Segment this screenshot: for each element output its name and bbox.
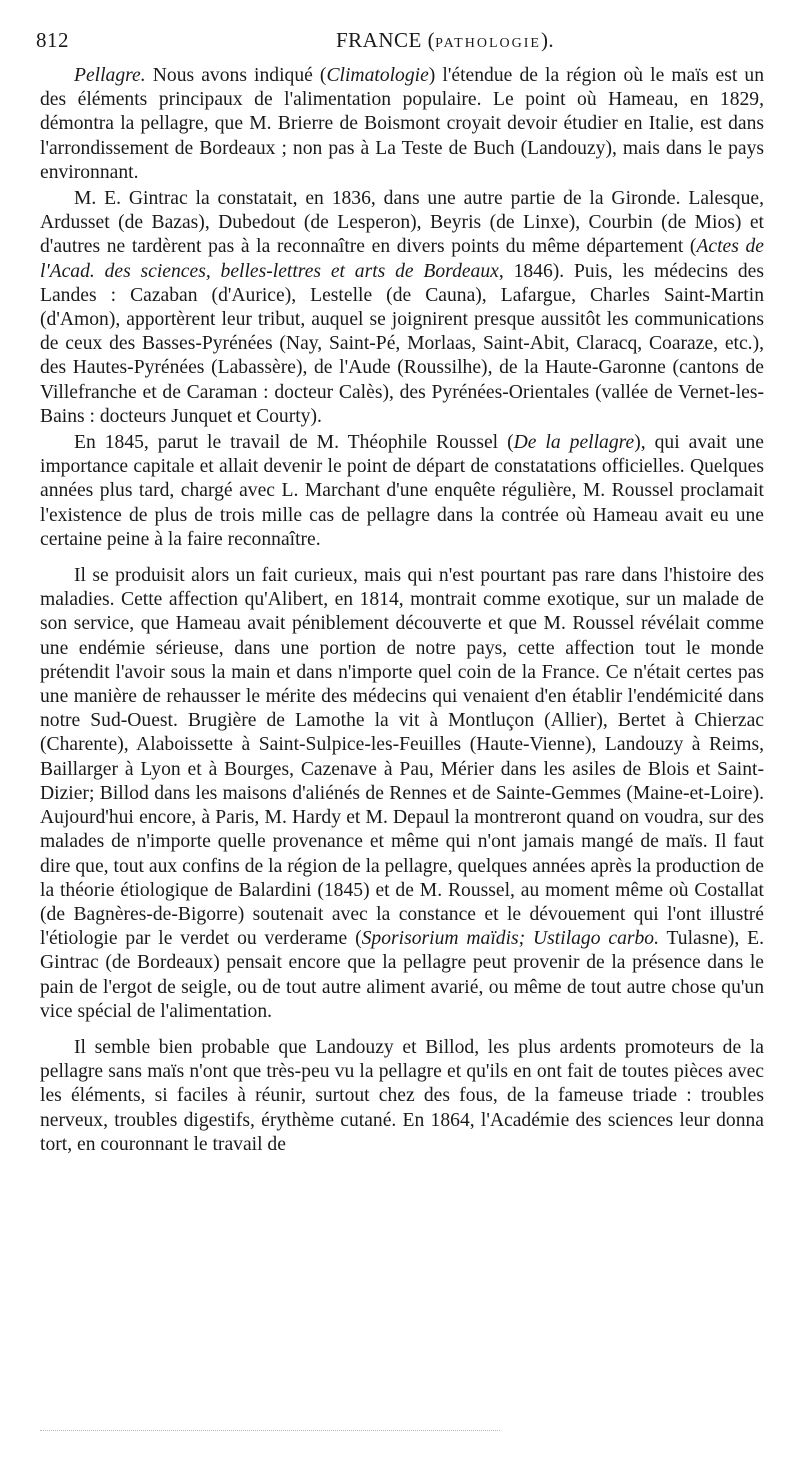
body-text [40, 64, 764, 1157]
running-title-main: FRANCE ( [336, 28, 436, 52]
paragraph-landouzy-billod [40, 1036, 764, 1157]
running-header [36, 28, 764, 58]
page-number: 812 [36, 28, 69, 52]
running-title-subtitle: PATHOLOGIE [435, 36, 541, 51]
running-title-close: ). [540, 28, 555, 52]
paragraph-text: Tulasne), E. Gintrac (de Bordeaux) pensait encore que la pellagre peut provenir de la présence dans le pain de l'ergot de seigle, ou de tout autre aliment avarié, ou même de tout autre chose qu'un vice spécial de l'alimentation. [40, 928, 765, 1022]
paragraph-text: , 1846). Puis, les médecins des Landes : Cazaban (d'Aurice), Lestelle (de Cauna), Lafargue, Charles Saint-Martin (d'Amon), apportèrent leur tribut, auquel se joignirent presque aussitôt les communications de ceux des Basses-Pyrénées (Nay, Saint-Pé, Morlaas, Saint-Abit, Claracq, Coaraze, etc.), des Hautes-Pyrénées (Labassère), de l'Aude (Roussilhe), de la Haute-Garonne (cantons de Villefranche et de Caraman : docteur Calès), des Pyrénées-Orientales (vallée de Vernet-les-Bains : docteurs Junquet et Courty). [40, 260, 764, 427]
paragraph-text: ), qui avait une importance capitale et allait devenir le point de départ de constatations officielles. Quelques années plus tard, chargé avec L. Marchant d'une enquête régulière, M. Roussel proclamait l'existence de plus de trois mille cas de pellagre dans la contrée où Hameau avait eu une certaine peine à la faire reconnaître. [40, 432, 764, 550]
paragraph-italic-reference: Actes de l'Acad. des sciences, belles-lettres et arts de Bordeaux [40, 236, 764, 282]
running-title [336, 28, 554, 53]
paragraph-text: M. E. Gintrac la constatait, en 1836, dans une autre partie de la Gironde. Lalesque, Ardusset (de Bazas), Dubedout (de Lesperon), Beyris (de Linxe), Courbin (de Mios) et d'autres ne tardèrent pas à la reconnaître en divers points du même département ( [40, 188, 764, 258]
paragraph-text: En 1845, parut le travail de M. Théophile Roussel ( [74, 432, 514, 454]
paragraph-lead-title: Pellagre. [74, 65, 146, 86]
paragraph-italic-reference: Climatologie [326, 65, 429, 86]
paragraph-text: Nous avons indiqué ( [145, 65, 327, 86]
paragraph-fait-curieux [40, 564, 764, 1024]
paragraph-italic-reference: De la pellagre [513, 432, 635, 454]
paragraph-text: Il se produisit alors un fait curieux, mais qui n'est pourtant pas rare dans l'histoire des maladies. Cette affection qu'Alibert, en 1814, montrait comme exotique, sur un malade de son service, que Hameau avait péniblement découverte et que M. Roussel révélait comme une endémie sérieuse, dans une portion de notre pays, cette affection tout le monde prétendit l'avoir sous la main et dans n'importe quel coin de la France. Ce n'était certes pas une manière de rehausser le mérite des médecins qui venaient d'en établir l'endémicité dans notre Sud-Ouest. Brugière de Lamothe la vit à Montluçon (Allier), Bertet à Chierzac (Charente), Alaboissette à Saint-Sulpice-les-Feuilles (Haute-Vienne), Landouzy à Reims, Baillarger à Lyon et à Bourges, Cazenave à Pau, Mérier dans les asiles de Blois et Saint-Dizier; Billod dans les maisons d'aliénés de Rennes et de Sainte-Gemmes (Maine-et-Loire). Aujourd'hui encore, à Paris, M. Hardy et M. Depaul la montreront quand on voudra, sur des malades de n'importe quelle provenance et même qui n'ont jamais mangé de maïs. Il faut dire que, tout aux confins de la région de la pellagre, quelques années après la production de la théorie étiologique de Balardini (1845) et de M. Roussel, au moment même où Costallat (de Bagnères-de-Bigorre) soutenait avec la constance et le dévouement qui l'ont illustré l'étiologie par le verdet ou verderame ( [40, 565, 764, 950]
paragraph-gintrac [40, 187, 764, 429]
paragraph-roussel [40, 431, 764, 552]
paragraph-italic-reference: Sporisorium maïdis; Ustilago carbo. [361, 928, 660, 950]
paragraph-pellagre [40, 64, 764, 185]
paragraph-text: Il semble bien probable que Landouzy et Billod, les plus ardents promoteurs de la pellagre sans maïs n'ont que très-peu vu la pellagre et qu'ils en ont fait de toutes pièces avec les éléments, si faciles à réunir, surtout chez des fous, de la fameuse triade : troubles nerveux, troubles digestifs, érythème cutané. En 1864, l'Académie des sciences leur donna tort, en couronnant le travail de [40, 1036, 764, 1155]
footer-rule [40, 1430, 500, 1431]
paragraph-text: ) l'étendue de la région où le maïs est un des éléments principaux de l'alimentation populaire. Le point où Hameau, en 1829, démontra la pellagre, que M. Brierre de Boismont croyait devoir étudier en Italie, est dans l'arrondissement de Bordeaux ; non pas à La Teste de Buch (Landouzy), mais dans le pays environnant. [40, 65, 764, 183]
